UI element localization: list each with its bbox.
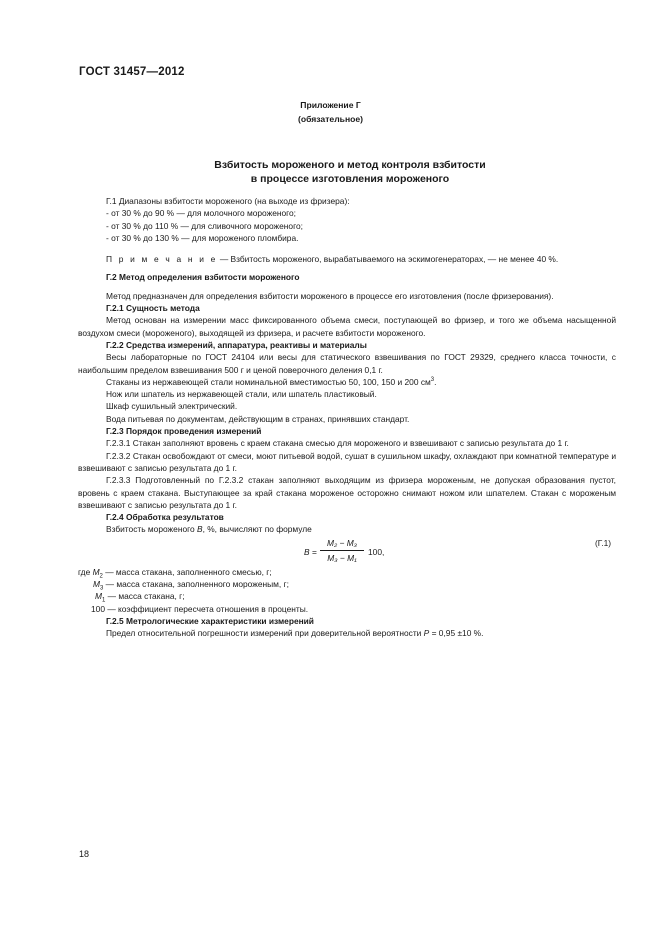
processing-post: , %, вычисляют по формуле bbox=[202, 524, 312, 535]
procedure-step: Г.2.3.2 Стакан освобождают от смеси, моют питьевой водой, сушат в сушильном шкафу, охлаждают при комнатной температуре и взвешивают с записью результата до 1 г. bbox=[78, 450, 616, 473]
document-title bbox=[0, 158, 661, 186]
range-item: - от 30 % до 110 % — для сливочного мороженого; bbox=[106, 220, 303, 231]
formula-lhs: B = bbox=[304, 546, 317, 557]
formula-g1 bbox=[106, 536, 616, 566]
annex-status: (обязательное) bbox=[297, 114, 364, 124]
processing-text bbox=[106, 523, 616, 535]
legend-text: — масса стакана, заполненного мороженым, г; bbox=[105, 579, 289, 590]
essence-heading: Г.2.1 Сущность метода bbox=[106, 303, 200, 314]
tools-item: Весы лабораторные по ГОСТ 24104 или весы для статического взвешивания по ГОСТ 29329, среднего класса точности, с наибольшим пределом взвешивания 500 г и ценой поверочного деления 0,1 г. bbox=[78, 352, 616, 375]
essence-text: Метод основан на измерении масс фиксированного объема смеси, поступающей во фризер, и того же объема насыщенной воздухом смеси (мороженого), выходящей из фризера, и расчете взбитости мороженого. bbox=[78, 315, 616, 338]
title-line-1: Взбитость мороженого и метод контроля взбитости bbox=[214, 159, 486, 171]
legend-subscript: 1 bbox=[101, 597, 106, 604]
legend-text: — коэффициент пересчета отношения в проценты. bbox=[107, 603, 309, 614]
formula-fraction bbox=[320, 537, 364, 565]
legend-row bbox=[78, 603, 616, 615]
range-item: - от 30 % до 90 % — для молочного мороженого; bbox=[106, 208, 297, 219]
legend-subscript: 2 bbox=[99, 573, 103, 580]
ranges-intro: Г.1 Диапазоны взбитости мороженого (на выходе из фризера): bbox=[106, 196, 350, 206]
legend-row bbox=[78, 578, 616, 590]
tools-sup: 3 bbox=[430, 377, 435, 384]
standard-header: ГОСТ 31457—2012 bbox=[79, 66, 185, 78]
tools-item: Шкаф сушильный электрический. bbox=[106, 401, 238, 412]
processing-var: B bbox=[196, 524, 203, 535]
note-text: — Взбитость мороженого, вырабатываемого на эскимогенераторах, — не менее 40 %. bbox=[219, 254, 559, 265]
formula-denominator: M₃ − M₁ bbox=[327, 553, 357, 564]
procedure-step: Г.2.3.3 Подготовленный по Г.2.3.2 стакан заполняют выходящим из фризера мороженым, не допуская образования пустот, вровень с краем стакана. Выступающее за край стакана мороженое осторожно снимают ножом или шпателем. Стакан с мороженым взвешивают с записью результата до 1 г. bbox=[78, 475, 616, 510]
legend-symbol: M bbox=[93, 579, 100, 590]
tools-item-text: Стаканы из нержавеющей стали номинальной вместимостью 50, 100, 150 и 200 см bbox=[106, 376, 431, 387]
annex-heading bbox=[0, 98, 661, 126]
page-number: 18 bbox=[79, 849, 90, 859]
formula-numerator: M₂ − M₃ bbox=[320, 537, 364, 551]
title-line-2: в процессе изготовления мороженого bbox=[250, 173, 450, 185]
tools-sup-end: . bbox=[434, 376, 437, 387]
legend-symbol: 100 bbox=[91, 603, 105, 614]
legend-row bbox=[78, 590, 616, 602]
metro-text bbox=[106, 627, 616, 639]
legend-row bbox=[78, 566, 616, 578]
legend-text: — масса стакана, г; bbox=[107, 591, 185, 602]
metro-heading: Г.2.5 Метрологические характеристики измерений bbox=[106, 615, 314, 626]
annex-label: Приложение Г bbox=[300, 100, 361, 110]
legend-symbol: M bbox=[92, 566, 100, 577]
legend-subscript: 3 bbox=[99, 585, 104, 592]
processing-pre: Взбитость мороженого bbox=[106, 524, 195, 535]
tools-item: Нож или шпатель из нержавеющей стали, или шпатель пластиковый. bbox=[106, 389, 377, 400]
formula-number: (Г.1) bbox=[595, 537, 612, 548]
tools-item bbox=[78, 376, 616, 388]
legend-text: — масса стакана, заполненного смесью, г; bbox=[105, 566, 272, 577]
range-item: - от 30 % до 130 % — для мороженого пломбира. bbox=[106, 232, 299, 243]
tools-heading: Г.2.2 Средства измерений, аппаратура, реактивы и материалы bbox=[106, 339, 367, 350]
procedure-heading: Г.2.3 Порядок проведения измерений bbox=[106, 426, 262, 437]
legend-prefix: где bbox=[78, 566, 91, 577]
method-heading: Г.2 Метод определения взбитости мороженого bbox=[106, 272, 300, 283]
method-intro: Метод предназначен для определения взбитости мороженого в процессе его изготовления (после фризерования). bbox=[106, 290, 554, 301]
document-body bbox=[78, 195, 616, 640]
note-label: П р и м е ч а н и е bbox=[106, 254, 218, 265]
metro-pre: Предел относительной погрешности измерений при доверительной вероятности bbox=[106, 628, 422, 639]
formula-legend bbox=[78, 566, 616, 615]
procedure-step: Г.2.3.1 Стакан заполняют вровень с краем стакана смесью для мороженого и взвешивают с записью результата до 1 г. bbox=[106, 438, 569, 449]
metro-post: = 0,95 ±10 %. bbox=[431, 628, 484, 639]
processing-heading: Г.2.4 Обработка результатов bbox=[106, 512, 224, 523]
note bbox=[106, 253, 616, 265]
formula-multiplier: 100, bbox=[368, 546, 385, 557]
metro-var: P bbox=[423, 628, 430, 639]
legend-symbol: M bbox=[95, 591, 102, 602]
tools-item: Вода питьевая по документам, действующим в странах, принявших стандарт. bbox=[106, 413, 410, 424]
